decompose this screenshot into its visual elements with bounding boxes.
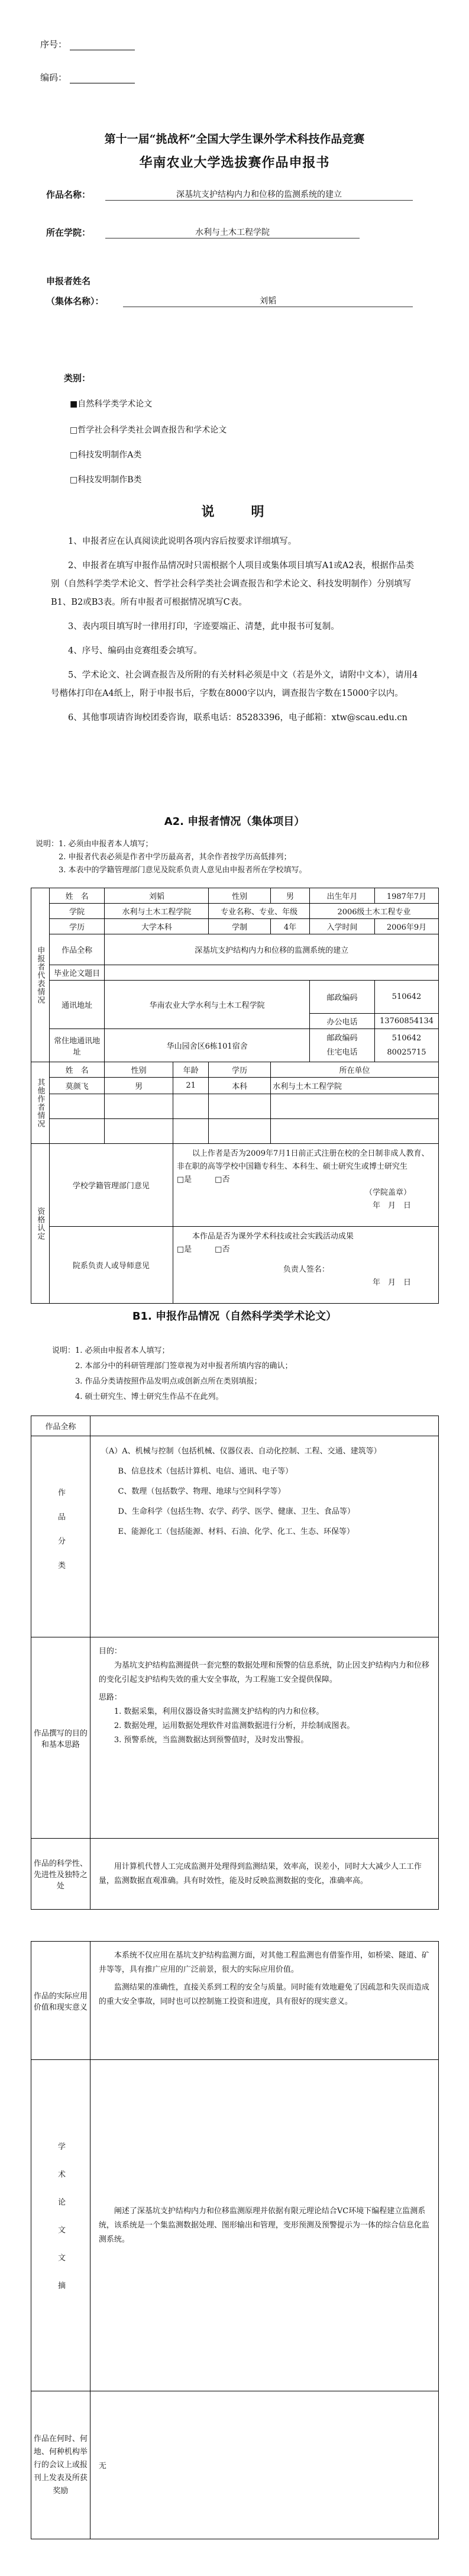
qual-label-2: 院系负责人或导师意见 bbox=[49, 1227, 173, 1304]
rep-name-label: 姓 名 bbox=[49, 888, 105, 904]
b1-title: B1. 申报作品情况（自然科学类学术论文） bbox=[132, 1310, 337, 1323]
qual-date-2: 年 月 日 bbox=[372, 1278, 411, 1287]
other-edu: 本科 bbox=[209, 1078, 271, 1094]
b1-work-name-label: 作品全称 bbox=[31, 1416, 90, 1436]
b1-purpose-para: 为基坑支护结构监测提供一套完整的数据处理和预警的信息系统，防止因支护结构内力和位移的变化引起支护结构失效的重大安全事故，为工程施工安全提供保障。 bbox=[98, 1661, 429, 1684]
b1-note: 说明：1. 必须由申报者本人填写； bbox=[52, 1346, 170, 1355]
qual-date-1: 年 月 日 bbox=[372, 1201, 411, 1210]
competition-title: 第十一届“挑战杯”全国大学生课外学术科技作品竞赛 bbox=[104, 133, 365, 146]
rep-phone: 13760854134 bbox=[375, 1014, 439, 1029]
b1-table-1 bbox=[31, 1416, 439, 1910]
rep-enroll: 2006年9月 bbox=[375, 919, 439, 934]
code-row bbox=[40, 71, 135, 83]
qual-seal-1: （学院盖章） bbox=[364, 1188, 411, 1197]
b1-apply-label: 作品的实际应用价值和现实意义 bbox=[31, 1942, 90, 2060]
other-gender: 男 bbox=[105, 1078, 173, 1094]
serial-label: 序号： bbox=[40, 39, 67, 50]
qual-section-label: 资格认定 bbox=[31, 1144, 50, 1304]
college-value: 水利与土木工程学院 bbox=[105, 226, 360, 238]
rep-home-label: 常住地通讯地址 bbox=[49, 1029, 105, 1062]
rep-post: 510642 bbox=[375, 981, 439, 1014]
rep-name: 刘韬 bbox=[105, 888, 209, 904]
list-item[interactable]: E、能源化工（包括能源、材料、石油、化学、化工、生态、环保等） bbox=[118, 1527, 354, 1536]
b1-innov-label: 作品的科学性、先进性及独特之处 bbox=[31, 1839, 90, 1910]
rep-dob-label: 出生年月 bbox=[309, 888, 374, 904]
rep-work-title-label: 作品全称 bbox=[49, 934, 105, 965]
rep-work-title: 深基坑支护结构内力和位移的监测系统的建立 bbox=[105, 934, 439, 965]
rep-grad bbox=[105, 965, 439, 981]
code-field[interactable] bbox=[70, 72, 135, 83]
category-item[interactable]: □科技发明制作B类 bbox=[70, 475, 142, 485]
rep-years-label: 学制 bbox=[209, 919, 271, 934]
b1-category-list bbox=[90, 1436, 438, 1637]
others-header: 年龄 bbox=[173, 1062, 209, 1078]
b1-category-label: 作品分类 bbox=[31, 1436, 90, 1637]
b1-publish-label: 作品在何时、何地、何种机构举行的会议上或报刊上发表及所获奖励 bbox=[31, 2391, 90, 2539]
others-header: 姓 名 bbox=[49, 1062, 105, 1078]
other-name: 莫颜飞 bbox=[49, 1078, 105, 1094]
instructions-list bbox=[51, 533, 420, 727]
rep-home-post-label: 邮政编码 bbox=[326, 1033, 358, 1043]
rep-addr: 华南农业大学水利与土木工程学院 bbox=[105, 981, 310, 1029]
rep-addr-label: 通讯地址 bbox=[49, 981, 105, 1029]
rep-college-label: 学院 bbox=[49, 904, 105, 919]
rep-phone-label: 办公电话 bbox=[309, 1014, 374, 1029]
b1-note: 3. 作品分类请按照作品发明点或创新点所在类别填报； bbox=[75, 1377, 262, 1386]
rep-home: 华山园舍区6栋101宿舍 bbox=[105, 1029, 310, 1062]
applicant-label-1: 申报者姓名 bbox=[46, 276, 91, 286]
rep-enroll-label: 入学时间 bbox=[309, 919, 374, 934]
list-item[interactable]: B、信息技术（包括计算机、电信、通讯、电子等） bbox=[118, 1467, 293, 1476]
qual-choice-1[interactable]: □是 □否 bbox=[176, 1175, 230, 1184]
watermark bbox=[5, 235, 155, 390]
table-row bbox=[31, 1078, 439, 1094]
list-item[interactable]: C、数理（包括数学、物理、地球与空间科学等） bbox=[118, 1487, 286, 1496]
b1-purpose-text bbox=[90, 1637, 438, 1839]
b1-apply-para: 监测结果的准确性，直接关系到工程的安全与质量。同时能有效地避免了因疏忽和失误而造成的重大安全事故，同时也可以控制施工投资和进度，具有很好的现实意义。 bbox=[98, 1983, 429, 2006]
instruction-item: 5、学术论文、社会调查报告及所附的有关材料必须是中文（若是外文，请附中文本），请用4号楷体打印在A4纸上，附于申报书后，字数在8000字以内，调查报告字数在15000字以内。 bbox=[51, 670, 418, 698]
instructions-heading: 说 明 bbox=[201, 504, 268, 520]
rep-home-phone: 80025715 bbox=[387, 1047, 426, 1057]
a2-title: A2. 申报者情况（集体项目） bbox=[164, 815, 305, 828]
rep-edu: 大学本科 bbox=[105, 919, 209, 934]
a2-note: 说明：1. 必须由申报者本人填写； bbox=[35, 840, 153, 849]
college-label: 所在学院： bbox=[46, 227, 91, 238]
b1-apply-para: 本系统不仅应用在基坑支护结构监测方面，对其他工程监测也有借鉴作用，如桥梁、隧道、矿井等等，具有推广应用的广泛前景，很大的实际应用价值。 bbox=[98, 1951, 429, 1974]
b1-purpose-para: 思路： bbox=[98, 1693, 122, 1702]
qual-cell-2 bbox=[173, 1227, 438, 1304]
rep-major-label: 专业名称、专业、年级 bbox=[209, 904, 310, 919]
other-age: 21 bbox=[173, 1078, 209, 1094]
instruction-item: 2、申报者在填写申报作品情况时只需根据个人项目或集体项目填写A1或A2表，根据作品类别（自然科学类学术论文、哲学社会科学类社会调查报告和学术论文、科技发明制作）分别填写B1、B2或B3表。所有申报者可根据情况填写C表。 bbox=[51, 561, 415, 607]
b1-purpose-label: 作品撰写的目的和基本思路 bbox=[31, 1637, 90, 1839]
rep-college: 水利与土木工程学院 bbox=[105, 904, 209, 919]
instruction-item: 6、其他事项请咨询校团委咨询，联系电话：85283396，电子邮箱：xtw@scau.edu.cn bbox=[68, 713, 407, 723]
b1-notes bbox=[52, 1343, 293, 1405]
b1-table-2 bbox=[31, 1941, 439, 2539]
category-label: 类别： bbox=[64, 373, 91, 383]
rep-home-phone-label: 住宅电话 bbox=[326, 1047, 358, 1057]
others-header: 所在单位 bbox=[270, 1062, 438, 1078]
rep-gender-label: 性别 bbox=[209, 888, 271, 904]
b1-publish-text: 无 bbox=[90, 2391, 438, 2539]
instruction-item: 4、序号、编码由竞赛组委会填写。 bbox=[68, 646, 202, 656]
category-item[interactable]: ■自然科学类学术论文 bbox=[70, 399, 153, 409]
b1-purpose-para: 2. 数据处理，运用数据处理软件对监测数据进行分析，并绘制成图表。 bbox=[114, 1721, 355, 1730]
form-title: 华南农业大学选拔赛作品申报书 bbox=[139, 155, 330, 170]
rep-dob: 1987年7月 bbox=[375, 888, 439, 904]
serial-row bbox=[40, 38, 135, 50]
instruction-item: 3、表内项目填写时一律用打印，字迹要端正、清楚，此申报书可复制。 bbox=[68, 622, 339, 631]
list-item[interactable]: （A）A、机械与控制（包括机械、仪器仪表、自动化控制、工程、交通、建筑等） bbox=[101, 1447, 381, 1456]
qual-cell-1 bbox=[173, 1144, 438, 1227]
rep-grad-label: 毕业论文题目 bbox=[49, 965, 105, 981]
rep-major: 2006级土木工程专业 bbox=[309, 904, 438, 919]
b1-note: 2. 本部分中的科研管理部门签章视为对申报者所填内容的确认； bbox=[75, 1362, 293, 1371]
b1-purpose-para: 3. 预警系统，当监测数据达到预警值时，及时发出警报。 bbox=[114, 1736, 309, 1745]
b1-note: 4. 硕士研究生、博士研究生作品不在此列。 bbox=[75, 1392, 224, 1401]
others-header: 性别 bbox=[105, 1062, 173, 1078]
applicant-value: 刘韬 bbox=[123, 295, 413, 307]
work-name-value: 深基坑支护结构内力和位移的监测系统的建立 bbox=[105, 188, 413, 201]
b1-innov-text: 用计算机代替人工完成监测并处理得到监测结果，效率高，误差小，同时大大减少人工工作量，监测数据直观准确。具有时效性，能及时反映监测数据的变化，准确率高。 bbox=[90, 1839, 438, 1910]
list-item[interactable]: D、生命科学（包括生物、农学、药学、医学、健康、卫生、食品等） bbox=[118, 1507, 355, 1516]
others-section-label: 其他作者情况 bbox=[31, 1062, 50, 1144]
work-name-label: 作品名称： bbox=[46, 189, 91, 200]
rep-home-contact-labels bbox=[309, 1029, 374, 1062]
qual-sig-2: 负责人签名： bbox=[283, 1265, 329, 1274]
b1-work-name bbox=[90, 1416, 438, 1436]
qual-text-1: 以上作者是否为2009年7月1日前正式注册在校的全日制非成人教育、非在职的高等学校中国籍专科生、本科生、硕士研究生或博士研究生 bbox=[176, 1149, 429, 1171]
a2-notes bbox=[35, 838, 307, 877]
qual-text-2: 本作品是否为课外学术科技或社会实践活动成果 bbox=[192, 1232, 354, 1241]
rep-post-label: 邮政编码 bbox=[309, 981, 374, 1014]
a2-note: 2. 申报者代表必须是作者中学历最高者，其余作者按学历高低排列； bbox=[59, 853, 292, 862]
b1-purpose-para: 目的： bbox=[98, 1647, 122, 1656]
code-label: 编码： bbox=[40, 72, 67, 83]
instruction-item: 1、申报者应在认真阅读此说明各项内容后按要求详细填写。 bbox=[68, 537, 297, 546]
b1-abstract-text: 阐述了深基坑支护结构内力和位移监测原理并依据有限元理论结合VC环境下编程建立监测系统，该系统是一个集监测数据处理、图形输出和管理，变形预测及预警提示为一体的综合信息化监测系统。 bbox=[90, 2060, 438, 2391]
rep-years: 4年 bbox=[270, 919, 309, 934]
serial-field[interactable] bbox=[70, 39, 135, 50]
category-item[interactable]: □哲学社会科学类社会调查报告和学术论文 bbox=[70, 425, 227, 435]
a2-note: 3. 本表中的学籍管理部门意见及院系负责人意见由申报者所在学校填写。 bbox=[59, 866, 307, 875]
rep-home-post: 510642 bbox=[392, 1033, 422, 1043]
qual-label-1: 学校学籍管理部门意见 bbox=[49, 1144, 173, 1227]
b1-apply-text bbox=[90, 1942, 438, 2060]
rep-home-contact bbox=[375, 1029, 439, 1062]
applicant-label-2: （集体名称）： bbox=[46, 296, 104, 307]
other-unit: 水利与土木工程学院 bbox=[270, 1078, 438, 1094]
b1-abstract-label: 学术论文文摘 bbox=[31, 2060, 90, 2391]
qual-choice-2[interactable]: □是 □否 bbox=[176, 1245, 230, 1254]
a2-table bbox=[31, 888, 439, 1304]
rep-edu-label: 学历 bbox=[49, 919, 105, 934]
category-item[interactable]: □科技发明制作A类 bbox=[70, 450, 142, 460]
others-header: 学历 bbox=[209, 1062, 271, 1078]
b1-purpose-para: 1. 数据采集，利用仪器设备实时监测支护结构的内力和位移。 bbox=[114, 1707, 324, 1716]
rep-gender: 男 bbox=[270, 888, 309, 904]
rep-section-label: 申报者代表情况 bbox=[31, 888, 50, 1062]
